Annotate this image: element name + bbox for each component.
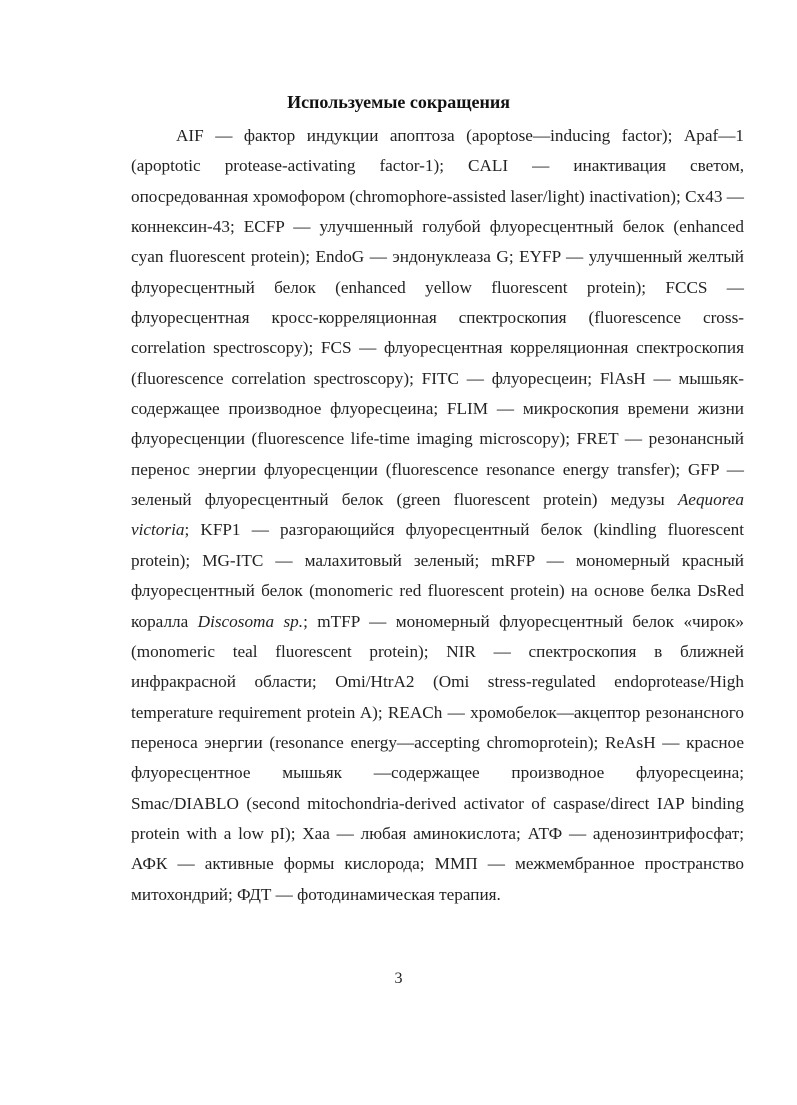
page-number: 3 [394,970,403,987]
text-segment: ; KFP1 — разгорающийся флуоресцентный белок (kindling fluorescent protein); MG-ITC — малахитовый зеленый; mRFP — мономерный красный флуоресцентный белок (monomeric red fluorescent protein) на основе белка DsRed коралла [131,520,744,631]
text-segment: AIF — фактор индукции апоптоза (apoptose—inducing factor); Apaf—1 (apoptotic protease-activating factor-1); CALI — инактивация светом, опосредованная хромофором (chromophore-assisted laser/light) inactivation); Cx43 — коннексин-43; ECFP — улучшенный голубой флуоресцентный белок (enhanced cyan fluorescent protein); EndoG — эндонуклеаза G; EYFP — улучшенный желтый флуоресцентный белок (enhanced yellow fluorescent protein); FCCS — флуоресцентная кросс-корреляционная спектроскопия (fluorescence cross-correlation spectroscopy); FCS — флуоресцентная корреляционная спектроскопия (fluorescence correlation spectroscopy); FITC — флуоресцеин; FlAsH — мышьяк-содержащее производное флуоресцеина; FLIM — микроскопия времени жизни флуоресценции (fluorescence life-time imaging microscopy); FRET — резонансный перенос энергии флуоресценции (fluorescence resonance energy transfer); GFP — зеленый флуоресцентный белок (green fluorescent protein) медузы [131,126,744,510]
species-name: Aequorea victoria [131,490,744,540]
species-name: Discosoma sp. [197,611,304,631]
text-segment: ; mTFP — мономерный флуоресцентный белок «чирок» (monomeric teal fluorescent protein); NIR — спектроскопия в ближней инфракрасной области; Omi/HtrA2 (Omi stress-regulated endoprotease/High temperature requirement protein A); REACh — хромобелок—акцептор резонансного переноса энергии (resonance energy—accepting chromoprotein); ReAsH — красное флуоресцентное мышьяк —содержащее производное флуоресцеина; Smac/DIABLO (second mitochondria-derived activator of caspase/direct IAP binding protein with a low pI); Xaa — любая аминокислота; АТФ — аденозинтрифосфат; АФК — активные формы кислорода; ММП — межмембранное пространство митохондрий; ФДТ — фотодинамическая терапия. [131,611,745,904]
page-heading: Используемые сокращения [287,92,510,112]
abbreviations-paragraph [131,121,744,910]
